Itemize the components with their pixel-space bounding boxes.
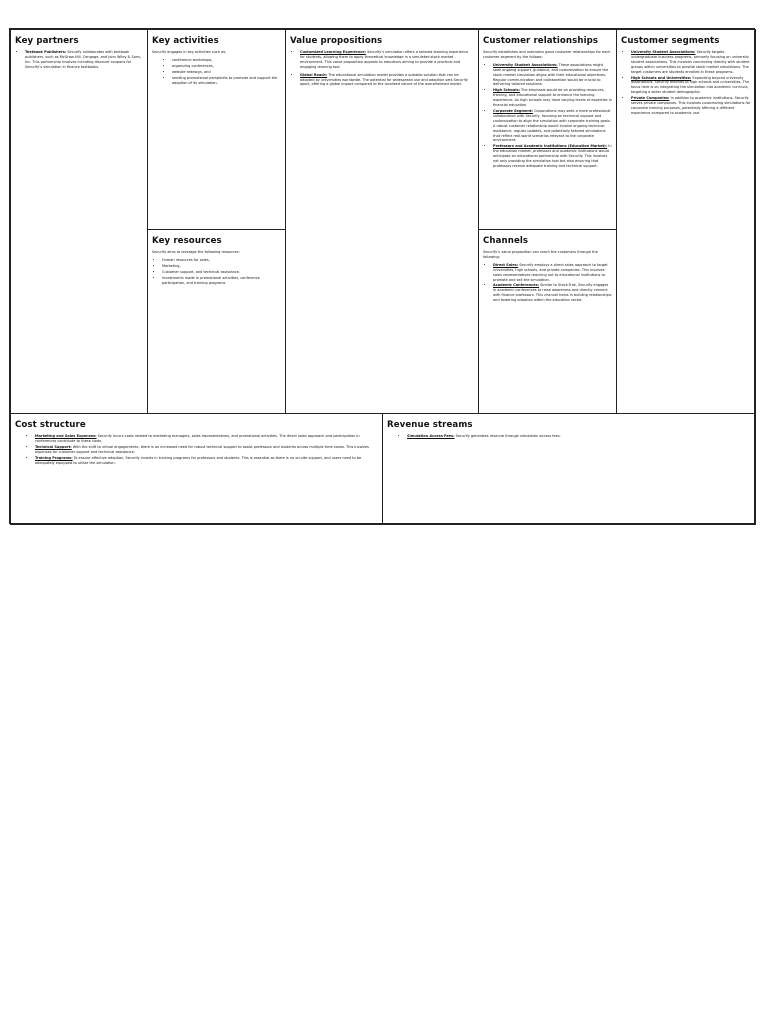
list-item: • organizing conferences, xyxy=(172,64,281,69)
customer-relationships-title: Customer relationships xyxy=(483,36,599,46)
list-item: • Marketing, xyxy=(162,264,281,269)
list-item: • sending promotional pamphlets to promote and support the adoption of its simulation. xyxy=(172,76,281,86)
cost-structure-title: Cost structure xyxy=(15,420,86,430)
key-activities-list xyxy=(152,58,281,86)
item-text: The emphasis would be on providing resources, training, and educational support to enhance the learning experience. As high schools may have varying levels of expertise in financial education. xyxy=(493,88,612,108)
customer-segments-block xyxy=(616,29,756,414)
item-text: Expanding beyond university associations, Securify extends to high schools and universities. The focus here is on integrating the simulation into academic curricula, targeting a wider student demographic. xyxy=(631,75,750,95)
item-text: In addition to academic institutions, Securify serves private companies. This involves customizing simulations for corporate training purposes, potentially offering a different experience compared to academic use. xyxy=(631,96,751,115)
item-text: Similar to Stock-Trak, Securify engages in academic conferences to raise awareness and directly connect with finance professors. This channel helps in building relationships and fostering adoption within the education sector. xyxy=(493,283,612,303)
key-partners-block xyxy=(10,29,148,414)
list-item xyxy=(493,144,612,169)
list-item: • Customer support, and technical assistance. xyxy=(162,270,281,275)
key-activities-intro: Securify engages in key activities such as: xyxy=(152,50,227,54)
item-term: University Student Associations: xyxy=(631,50,696,54)
item-term: Textbook Publishers: xyxy=(25,50,67,54)
list-item xyxy=(35,456,378,466)
channels-intro: Securify’s value proposition can reach the customers through the following: xyxy=(483,250,598,259)
item-term: Marketing and Sales Expenses: xyxy=(35,434,97,438)
item-text: Securify incurs costs related to marketing managers, sales representatives, and promotional activities. The direct sales approach and participation in conferences contribute to these costs. xyxy=(35,434,360,443)
item-text: To ensure effective adoption, Securify invests in training programs for professors and students. This is essential as there is no on-site support, and users need to be adequately equipped to utilize the simulation. xyxy=(35,455,362,465)
item-term: Simulation Access Fees: xyxy=(407,434,455,438)
revenue-streams-list xyxy=(387,434,751,439)
list-item xyxy=(493,263,612,283)
item-term: Professors and Academic Institutions (Education Market): xyxy=(493,144,608,149)
list-item xyxy=(493,109,612,143)
customer-relationships-block xyxy=(478,29,617,230)
list-item: • Investments made in promotional activities, conference participation, and training programs xyxy=(162,276,281,286)
key-resources-title: Key resources xyxy=(152,236,222,246)
list-item xyxy=(631,76,751,96)
item-text: With the shift to virtual engagements, there is an increased need for robust technical support to assist professors and students across multiple time zones. This involves expenses for customer support and technical assistance. xyxy=(35,444,369,454)
list-item: • website redesign, and xyxy=(172,70,281,75)
list-item xyxy=(631,96,751,116)
item-term: Academic Conferences: xyxy=(493,283,540,288)
list-item xyxy=(300,73,474,88)
list-item xyxy=(407,434,751,439)
list-item xyxy=(631,50,751,75)
item-text: Corporations may seek a more professional collaboration with Securify, focusing on technical support and customization to align the simulation with corporate training goals. A robust customer relationship would involve ongoing technical assistance, regular updates, and potentially tailored simulations that reflect real-world scenarios relevant to the corporate environment. xyxy=(493,108,611,143)
value-propositions-block xyxy=(285,29,479,414)
item-term: University Student Associations: xyxy=(493,62,558,67)
key-activities-title: Key activities xyxy=(152,36,219,46)
list-item xyxy=(25,50,143,70)
key-partners-list xyxy=(15,50,143,70)
revenue-streams-block xyxy=(382,413,756,525)
item-text: Securify employs a direct sales approach to target universities, high schools, and private companies. This involves sales representatives reaching out to educational institutions to promote and sell the simulation. xyxy=(493,262,608,282)
channels-list xyxy=(483,263,612,303)
customer-relationships-intro: Securify establishes and maintains good customer relationships for each customer segment by the follows: xyxy=(483,50,611,59)
item-term: Corporate Segment: xyxy=(493,108,533,113)
value-propositions-list xyxy=(290,50,474,87)
item-text: Securify generates revenue through simulation access fees. xyxy=(454,434,561,438)
channels-block xyxy=(478,229,617,414)
item-text: Securify’s simulation offers a tailored learning experience for students, allowing them to apply theoretical knowledge in a simulated stock market environment. This value proposition appeals to educators aiming to provide a practical and engaging learning tool. xyxy=(300,50,469,69)
value-propositions-title: Value propositions xyxy=(290,36,383,46)
item-text: These associations might seek ongoing support, guidance, and customization to ensure the stock market simulation aligns with their educational objectives. Regular communication and collaboration would be crucial to delivering tailored solutions. xyxy=(493,62,609,87)
item-text: Securify targets undergraduate business programs, primarily focusing on university student associations. This involves connecting directly with student groups within universities to provide stock market simulations. The target customers are students enrolled in these programs. xyxy=(631,50,750,74)
item-term: High Schools and Universities: xyxy=(631,75,692,80)
customer-segments-list xyxy=(621,50,751,116)
list-item xyxy=(493,88,612,108)
list-item: • conference workshops, xyxy=(172,58,281,63)
item-term: Global Reach: xyxy=(300,72,328,77)
item-term: High Schools: xyxy=(493,88,520,93)
list-item xyxy=(35,445,378,455)
item-term: Private Companies: xyxy=(631,96,670,101)
item-term: Direct Sales: xyxy=(493,262,519,267)
list-item xyxy=(493,63,612,88)
item-text: Securify collaborates with textbook publishers, such as McGraw-Hill, Cengage, and John Wiley & Sons, Inc. This partnership involves including discount coupons for Securify’s simulation in finance textbooks. xyxy=(25,50,142,69)
channels-title: Channels xyxy=(483,236,529,246)
item-term: Customized Learning Experience: xyxy=(300,50,366,54)
key-resources-intro: Securify aims to leverage the following resources: xyxy=(152,250,240,254)
key-partners-title: Key partners xyxy=(15,36,79,46)
list-item xyxy=(35,434,378,444)
business-model-canvas xyxy=(9,28,755,524)
list-item xyxy=(493,283,612,303)
item-text: In the education market, professors and academic institutions would anticipate an educational partnership with Securify. This involves not only providing the simulation tool but also ensuring that professors receive adequate training and technical support. xyxy=(493,144,612,168)
customer-segments-title: Customer segments xyxy=(621,36,720,46)
item-term: Technical Support: xyxy=(35,444,72,449)
cost-structure-list xyxy=(15,434,378,465)
list-item xyxy=(300,50,474,70)
customer-relationships-list xyxy=(483,63,612,169)
list-item: • Human resources for sales, xyxy=(162,258,281,263)
item-term: Training Programs: xyxy=(35,455,73,460)
revenue-streams-title: Revenue streams xyxy=(387,420,473,430)
key-activities-block xyxy=(147,29,286,230)
item-text: The educational simulation model provides a scalable solution that can be adopted by universities worldwide. The potential for widespread use and adoption sets Securify apart, offering a global impact compared to the localized nature of the overwhelmed model. xyxy=(300,72,468,87)
key-resources-block xyxy=(147,229,286,414)
key-resources-list xyxy=(152,258,281,286)
cost-structure-block xyxy=(10,413,383,525)
